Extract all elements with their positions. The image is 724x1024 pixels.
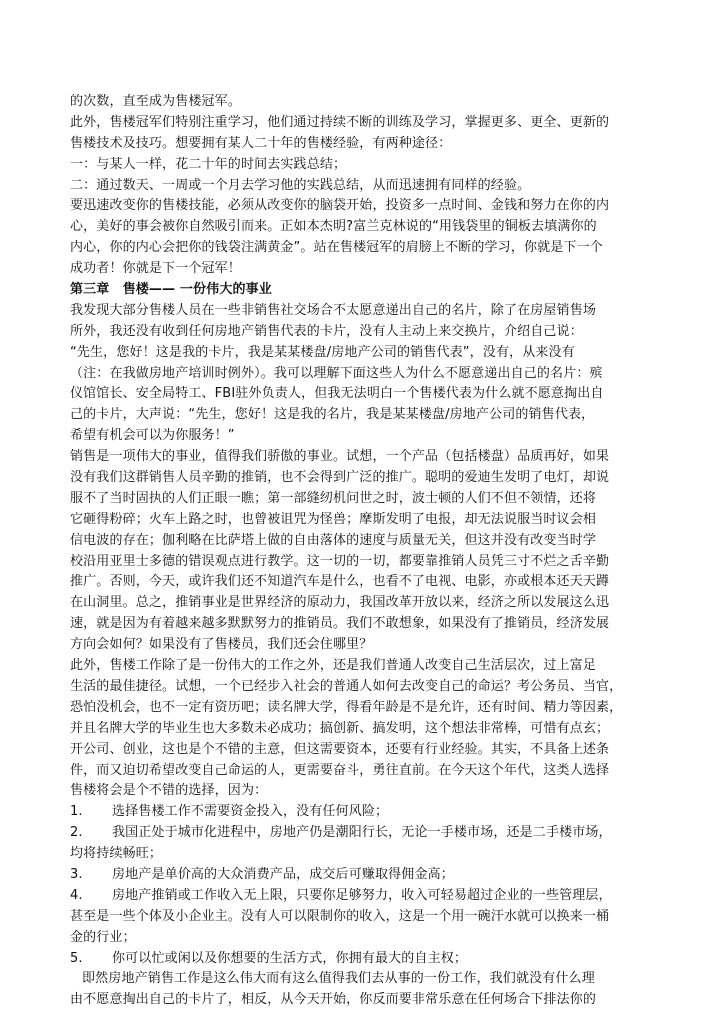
text-line: 校沿用亚里士多德的错误观点进行教学。这一切的一切，都要靠推销人员凭三寸不烂之舌辛勤 <box>70 553 610 569</box>
list-item-text: 房地产推销或工作收入无上限，只要你足够努力，收入可轻易超过企业的一些管理层， <box>112 887 612 903</box>
text-line: 开公司、创业，这也是个不错的主意，但这需要资本，还要有行业经验。其实，不具备上述条 <box>70 741 610 757</box>
text-line: （注：在我做房地产培训时例外）。我可以理解下面这些人为什么不愿意递出自己的名片：殡 <box>70 365 603 381</box>
text-line: 己的卡片，大声说：“先生，您好！这是我的名片，我是某某楼盘/房地产公司的销售代表， <box>70 407 595 423</box>
text-line: 由不愿意掏出自己的卡片了，相反，从今天开始，你反而要非常乐意在任何场合下排法你的 <box>70 992 597 1008</box>
text-line: 即然房地产销售工作是这么伟大而有这么值得我们去从事的一份工作，我们就没有什么理 <box>82 971 595 987</box>
list-item-continuation: 均将持续畅旺； <box>70 846 163 862</box>
text-line: 没有我们这群销售人员辛勤的推销，也不会得到广泛的推广。聪明的爱迪生发明了电灯，却说 <box>70 470 610 486</box>
text-line: 销售是一项伟大的事业，值得我们骄傲的事业。试想，一个产品（包括楼盘）品质再好，如果 <box>70 449 610 465</box>
text-line: 希望有机会可以为你服务！” <box>70 428 235 444</box>
text-line: 一：与某人一样，花二十年的时间去实践总结； <box>70 156 347 172</box>
list-number: 3. <box>70 866 83 882</box>
list-number: 5. <box>70 950 83 966</box>
list-item <box>70 886 660 907</box>
text-line: 生活的最佳捷径。试想，一个已经步入社会的普通人如何去改变自己的命运？考公务员、当官， <box>70 678 623 694</box>
document-page <box>70 92 660 1011</box>
text-line: 速，就是因为有着越来越多默默努力的推销员。我们不敢想象，如果没有了推销员，经济发展 <box>70 616 610 632</box>
list-number: 2. <box>70 825 83 841</box>
text-line: 方向会如何？如果没有了售楼员，我们还会住哪里？ <box>70 637 373 653</box>
list-item <box>70 949 660 970</box>
text-line: 成功者！你就是下一个冠军！ <box>70 261 241 277</box>
list-item-continuation: 金的行业； <box>70 929 136 945</box>
list-item-text: 你可以忙或闲以及你想要的生活方式，你拥有最大的自主权； <box>112 950 468 966</box>
text-line: 仪馆馆长、安全局特工、FBI驻外负责人，但我无法明白一个售楼代表为什么就不愿意掏出自 <box>70 386 604 402</box>
list-number: 1. <box>70 804 83 820</box>
text-line: 信电波的存在；伽利略在比萨塔上做的自由落体的速度与质量无关，但这并没有改变当时学 <box>70 532 597 548</box>
text-line: 心，美好的事会被你自然吸引而来。正如本杰明?富兰克林说的“用钱袋里的铜板去填满你的 <box>70 219 597 235</box>
text-line: 此外，售楼工作除了是一份伟大的工作之外，还是我们普通人改变自己生活层次，过上富足 <box>70 658 597 674</box>
list-item-text: 选择售楼工作不需要资金投入，没有任何风险； <box>112 804 389 820</box>
list-item-text: 房地产是单价高的大众消费产品，成交后可赚取得佣金高； <box>112 866 454 882</box>
text-line: 在山洞里。总之，推销事业是世界经济的原动力，我国改革开放以来，经济之所以发展这么迅 <box>70 595 610 611</box>
text-line: 我发现大部分售楼人员在一些非销售社交场合不太愿意递出自己的名片，除了在房屋销售场 <box>70 302 597 318</box>
list-item <box>70 865 660 886</box>
text-line: 二：通过数天、一周或一个月去学习他的实践总结，从而迅速拥有同样的经验。 <box>70 177 531 193</box>
text-line: “先生，您好！这是我的卡片，我是某某楼盘/房地产公司的销售代表”，没有，从来没有 <box>70 344 575 360</box>
text-line: 内心，你的内心会把你的钱袋注满黄金”。站在售楼冠军的肩膀上不断的学习，你就是下一个 <box>70 240 603 256</box>
text-line: 并且名牌大学的毕业生也大多数未必成功；搞创新、搞发明，这个想法非常棒，可惜有点玄； <box>70 720 610 736</box>
text-line: 售楼技术及技巧。想要拥有某人二十年的售楼经验，有两种途径： <box>70 135 452 151</box>
list-item <box>70 802 660 823</box>
text-line: 服不了当时固执的人们正眼一瞧；第一部缝纫机问世之时，波士顿的人们不但不领情，还将 <box>70 490 597 506</box>
list-item <box>70 823 660 844</box>
list-item-continuation: 甚至是一些个体及小企业主。没有人可以限制你的收入，这是一个用一碗汗水就可以换来一桶 <box>70 908 610 924</box>
list-item-text: 我国正处于城市化进程中，房地产仍是潮阳行长，无论一手楼市场，还是二手楼市场， <box>112 825 612 841</box>
text-line: 售楼将会是个不错的选择，因为： <box>70 783 268 799</box>
chapter-heading: 第三章 售楼—— 一份伟大的事业 <box>70 282 272 298</box>
text-line: 的次数，直至成为售楼冠军。 <box>70 94 241 109</box>
text-line: 恐怕没机会，也不一定有资历吧；读名牌大学，得看年龄是不是允许，还有时间、精力等因素， <box>70 699 623 715</box>
list-number: 4. <box>70 887 83 903</box>
text-line: 件，而又迫切希望改变自己命运的人，更需要奋斗，勇往直前。在今天这个年代，这类人选择 <box>70 762 610 778</box>
text-line: 此外，售楼冠军们特别注重学习，他们通过持续不断的训练及学习，掌握更多、更全、更新的 <box>70 114 610 130</box>
text-line: 要迅速改变你的售楼技能，必须从改变你的脑袋开始，投资多一点时间、金钱和努力在你的内 <box>70 198 610 214</box>
text-line: 它砸得粉碎；火车上路之时，也曾被诅咒为怪兽；摩斯发明了电报，却无法说服当时议会相 <box>70 511 597 527</box>
text-line: 所外，我还没有收到任何房地产销售代表的卡片，没有人主动上来交换片，介绍自己说： <box>70 323 583 339</box>
text-line: 推广。否则，今天，或许我们还不知道汽车是什么，也看不了电视、电影，亦或根本还天天蹲 <box>70 574 610 590</box>
